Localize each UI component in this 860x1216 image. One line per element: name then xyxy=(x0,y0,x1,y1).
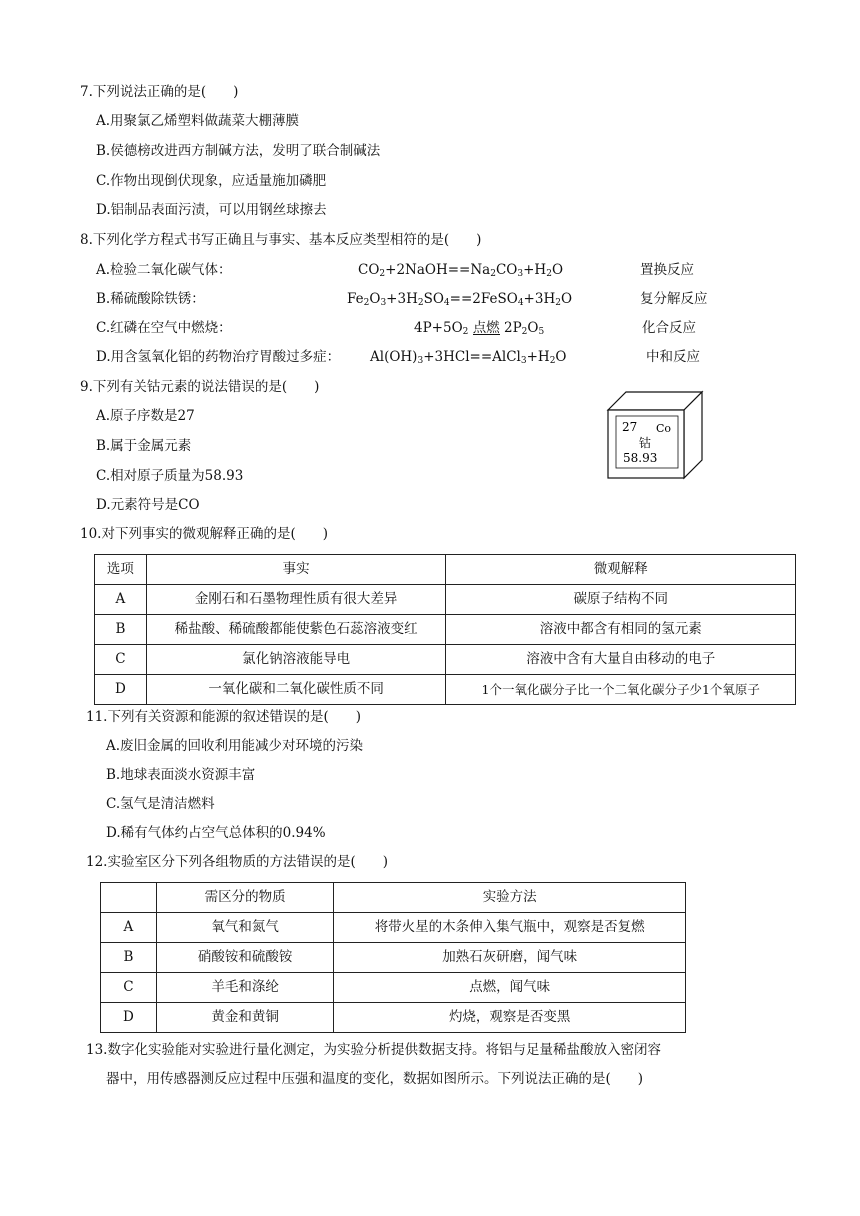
table-row xyxy=(95,585,796,615)
table-cell: 1个一氧化碳分子比一个二氧化碳分子少1个氧原子 xyxy=(446,675,796,705)
element-number: 27 xyxy=(622,420,638,434)
q8-option-b-equation: $Fe_2O_3+3H_2SO_4==2FeSO_4+3H_2O$ xyxy=(347,291,573,308)
q8-option-c-equation: $4P+5O_2$ 点燃 $2P_2O_5$ xyxy=(414,320,545,337)
element-mass: 58.93 xyxy=(623,451,658,465)
q8-option-b-type: 复分解反应 xyxy=(640,291,708,307)
table-row xyxy=(95,675,796,705)
table-cell: 将带火星的木条伸入集气瓶中，观察是否复燃 xyxy=(334,913,686,943)
table-cell: 羊毛和涤纶 xyxy=(156,973,334,1003)
table-cell: 碳原子结构不同 xyxy=(446,585,796,615)
q9-option-d: D.元素符号是CO xyxy=(96,497,200,513)
table-cell: B xyxy=(101,943,157,973)
q8-stem: 8.下列化学方程式书写正确且与事实、基本反应类型相符的是( ) xyxy=(80,232,482,248)
table-cell: 点燃，闻气味 xyxy=(334,973,686,1003)
q11-option-a: A.废旧金属的回收利用能减少对环境的污染 xyxy=(106,738,364,754)
table-cell: 硝酸铵和硫酸铵 xyxy=(156,943,334,973)
q13-line-1: 13.数字化实验能对实验进行量化测定，为实验分析提供数据支持。将铝与足量稀盐酸放入密闭容 xyxy=(86,1042,661,1058)
table-row xyxy=(101,913,686,943)
table-cell: 氯化钠溶液能导电 xyxy=(146,645,446,675)
q8-option-b-desc: B.稀硫酸除铁锈： xyxy=(96,291,205,307)
table-cell: 黄金和黄铜 xyxy=(156,1003,334,1033)
table-cell: 加熟石灰研磨，闻气味 xyxy=(334,943,686,973)
q7-option-a: A.用聚氯乙烯塑料做蔬菜大棚薄膜 xyxy=(96,113,300,129)
table-cell: A xyxy=(101,913,157,943)
table-cell: 溶液中都含有相同的氢元素 xyxy=(446,615,796,645)
table-cell: 氧气和氮气 xyxy=(156,913,334,943)
reaction-condition: 点燃 xyxy=(472,320,500,336)
q8-option-d-equation: $Al(OH)_3+3HCl==AlCl_3+H_2O$ xyxy=(370,349,567,366)
table-cell: C xyxy=(101,973,157,1003)
q8-option-a-desc: A.检验二氧化碳气体： xyxy=(96,262,232,278)
q11-stem: 11.下列有关资源和能源的叙述错误的是( ) xyxy=(86,709,362,725)
q8-option-c-type: 化合反应 xyxy=(642,320,696,336)
table-cell: C xyxy=(95,645,147,675)
table-header-row xyxy=(95,555,796,585)
q8-option-d-desc: D.用含氢氧化铝的药物治疗胃酸过多症： xyxy=(96,349,341,365)
table-row xyxy=(101,1003,686,1033)
element-symbol: Co xyxy=(656,422,672,435)
q8-option-a-equation: $CO_2+2NaOH==Na_2CO_3+H_2O$ xyxy=(358,262,564,279)
table-cell: B xyxy=(95,615,147,645)
table-row xyxy=(101,943,686,973)
q11-option-c: C.氢气是清洁燃料 xyxy=(106,796,215,812)
table-row xyxy=(95,615,796,645)
q7-option-c: C.作物出现倒伏现象，应适量施加磷肥 xyxy=(96,173,327,189)
q9-option-a: A.原子序数是27 xyxy=(96,408,195,424)
q11-option-b: B.地球表面淡水资源丰富 xyxy=(106,767,256,783)
q11-option-d: D.稀有气体约占空气总体积的0.94% xyxy=(106,825,326,841)
table-header-row xyxy=(101,883,686,913)
q9-option-b: B.属于金属元素 xyxy=(96,438,192,454)
table-cell: 溶液中含有大量自由移动的电子 xyxy=(446,645,796,675)
q8-option-c-desc: C.红磷在空气中燃烧： xyxy=(96,320,232,336)
q7-option-b: B.侯德榜改进西方制碱方法，发明了联合制碱法 xyxy=(96,143,381,159)
table-cell: A xyxy=(95,585,147,615)
q10-stem: 10.对下列事实的微观解释正确的是( ) xyxy=(80,526,329,542)
table-cell: 稀盐酸、稀硫酸都能使紫色石蕊溶液变红 xyxy=(146,615,446,645)
q12-stem: 12.实验室区分下列各组物质的方法错误的是( ) xyxy=(86,854,389,870)
table-cell: 一氧化碳和二氧化碳性质不同 xyxy=(146,675,446,705)
table-cell: 金刚石和石墨物理性质有很大差异 xyxy=(146,585,446,615)
q9-stem: 9.下列有关钴元素的说法错误的是( ) xyxy=(80,379,320,395)
table-row xyxy=(101,973,686,1003)
cobalt-element-card xyxy=(606,390,704,480)
q8-option-a-type: 置换反应 xyxy=(640,262,694,278)
q13-line-2: 器中，用传感器测反应过程中压强和温度的变化，数据如图所示。下列说法正确的是( ) xyxy=(106,1071,644,1087)
table-header: 选项 xyxy=(95,555,147,585)
table-header: 需区分的物质 xyxy=(156,883,334,913)
q12-table xyxy=(100,882,686,1033)
q7-option-d: D.铝制品表面污渍，可以用钢丝球擦去 xyxy=(96,202,327,218)
table-header: 微观解释 xyxy=(446,555,796,585)
table-cell: D xyxy=(101,1003,157,1033)
q7-stem: 7.下列说法正确的是( ) xyxy=(80,84,239,100)
table-header: 事实 xyxy=(146,555,446,585)
q9-option-c: C.相对原子质量为58.93 xyxy=(96,468,244,484)
table-cell: D xyxy=(95,675,147,705)
table-cell: 灼烧，观察是否变黑 xyxy=(334,1003,686,1033)
q10-table xyxy=(94,554,796,705)
table-header xyxy=(101,883,157,913)
element-name: 钴 xyxy=(639,436,652,450)
table-header: 实验方法 xyxy=(334,883,686,913)
q8-option-d-type: 中和反应 xyxy=(646,349,700,365)
table-row xyxy=(95,645,796,675)
